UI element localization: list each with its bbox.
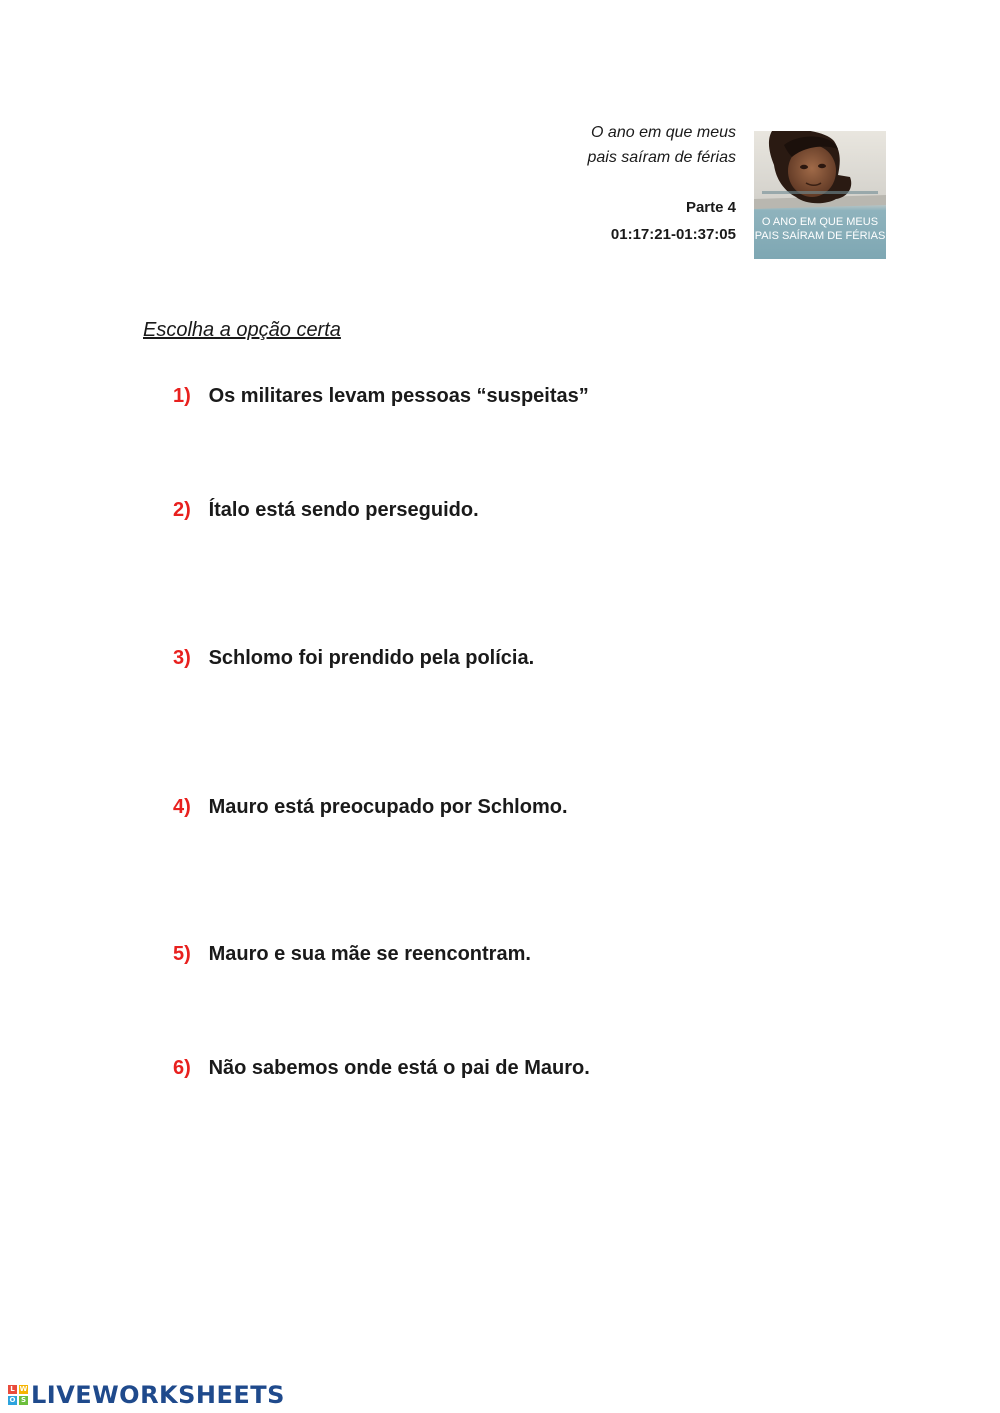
film-title-line-2: pais saíram de férias	[587, 149, 736, 166]
film-title-line-1: O ano em que meus	[591, 124, 736, 141]
question-number: 2)	[173, 499, 191, 521]
question-text: Mauro e sua mãe se reencontram.	[208, 943, 531, 965]
poster-title-line-1: O ANO EM QUE MEUS	[761, 216, 879, 228]
logo-blocks-icon: L W O S	[9, 1385, 28, 1404]
question-number: 4)	[173, 796, 191, 818]
question-5	[173, 943, 531, 966]
timecode: 01:17:21-01:37:05	[610, 226, 736, 243]
question-number: 1)	[173, 385, 191, 407]
question-4	[173, 796, 568, 819]
brand-name: LIVEWORKSHEETS	[31, 1381, 285, 1409]
question-number: 5)	[173, 943, 191, 965]
question-6	[173, 1057, 590, 1080]
question-number: 6)	[173, 1057, 191, 1079]
question-1	[173, 385, 589, 408]
part-label: Parte 4	[685, 199, 736, 216]
question-text: Schlomo foi prendido pela polícia.	[208, 647, 535, 669]
question-2	[173, 499, 479, 522]
part-info	[611, 194, 736, 248]
movie-poster-image	[754, 131, 886, 259]
question-text: Mauro está preocupado por Schlomo.	[208, 796, 568, 818]
film-title	[587, 120, 736, 170]
question-3	[173, 647, 534, 670]
liveworksheets-logo	[8, 1380, 285, 1410]
question-text: Os militares levam pessoas “suspeitas”	[208, 385, 589, 407]
question-text: Não sabemos onde está o pai de Mauro.	[208, 1057, 590, 1079]
poster-title-line-2: PAIS SAÍRAM DE FÉRIAS	[754, 230, 886, 242]
instruction-heading: Escolha a opção certa	[143, 319, 341, 341]
question-text: Ítalo está sendo perseguido.	[208, 499, 479, 521]
question-number: 3)	[173, 647, 191, 669]
